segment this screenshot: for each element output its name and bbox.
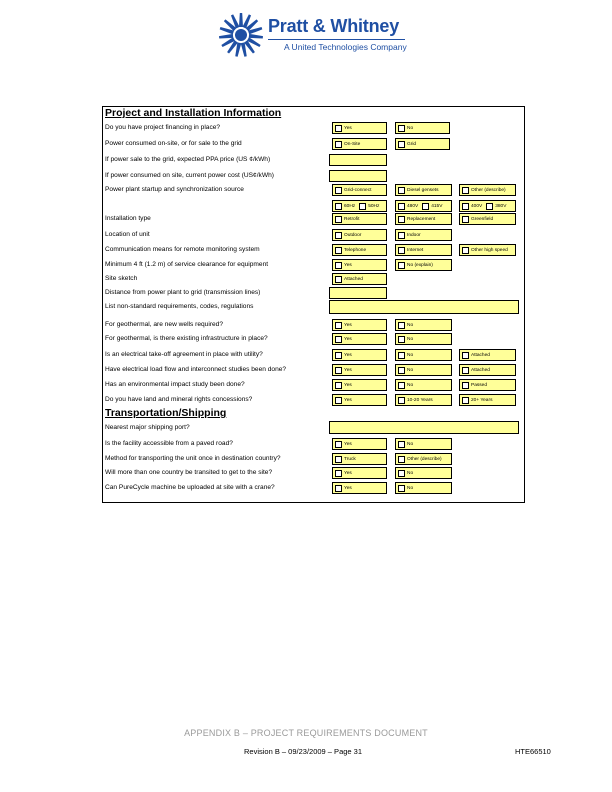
logo-divider (268, 39, 405, 40)
question-grid-distance: Distance from power plant to grid (transmission lines) (105, 289, 261, 296)
takeoff-attached-checkbox[interactable] (459, 349, 516, 361)
checkbox-box[interactable] (398, 441, 405, 448)
comm-other-checkbox[interactable] (459, 244, 516, 256)
question-shipping-port: Nearest major shipping port? (105, 424, 190, 431)
option-label: Replacement (407, 216, 436, 222)
checkbox-box[interactable] (335, 276, 342, 283)
option-label: Indoor (407, 232, 421, 238)
frequency-options[interactable] (332, 200, 387, 212)
option-label: Internet (407, 247, 424, 253)
option-label: Yes (344, 352, 352, 358)
option-label: On-Site (344, 141, 361, 147)
option-label: No (407, 367, 414, 373)
option-label: No (407, 441, 414, 447)
option-label: 415V (431, 203, 443, 209)
wells-no-checkbox[interactable] (395, 319, 452, 331)
road-no-checkbox[interactable] (395, 438, 452, 450)
option-label: 60Hz (344, 203, 356, 209)
company-subtitle: A United Technologies Company (284, 42, 407, 52)
question-infrastructure: For geothermal, is there existing infrastructure in place? (105, 335, 268, 342)
shipping-port-input[interactable] (329, 421, 519, 434)
power-onsite-checkbox[interactable] (332, 138, 387, 150)
environmental-yes-checkbox[interactable] (332, 379, 387, 391)
startup-other-checkbox[interactable] (459, 184, 516, 196)
option-label: No (explain) (407, 262, 433, 268)
checkbox-box[interactable] (335, 382, 342, 389)
checkbox-box[interactable] (398, 262, 405, 269)
company-name: Pratt & Whitney (268, 16, 400, 36)
checkbox-box[interactable] (398, 216, 405, 223)
option-label: Yes (344, 382, 352, 388)
checkbox-box[interactable] (398, 397, 405, 404)
checkbox-box[interactable] (398, 382, 405, 389)
option-label: Other high speed (471, 247, 508, 253)
option-label: Yes (344, 485, 352, 491)
crane-yes-checkbox[interactable] (332, 482, 387, 494)
checkbox-box[interactable] (462, 382, 469, 389)
option-label: Yes (344, 322, 352, 328)
crane-no-checkbox[interactable] (395, 482, 452, 494)
option-label: Yes (344, 336, 352, 342)
option-label: Greenfield (471, 216, 494, 222)
checkbox-box[interactable] (335, 441, 342, 448)
checkbox-box[interactable] (462, 203, 469, 210)
question-new-wells: For geothermal, are new wells required? (105, 321, 224, 328)
non-standard-requirements-input[interactable] (329, 300, 519, 314)
land-yes-checkbox[interactable] (332, 394, 387, 406)
checkbox-box[interactable] (335, 232, 342, 239)
question-land-rights: Do you have land and mineral rights concessions? (105, 396, 253, 403)
footer-revision: Revision B – 09/23/2009 – Page 31 (244, 747, 363, 756)
financing-no-checkbox[interactable] (395, 122, 450, 134)
checkbox-box[interactable] (335, 262, 342, 269)
checkbox-box[interactable] (398, 485, 405, 492)
option-label: Truck (344, 456, 356, 462)
option-label: Outdoor (344, 232, 362, 238)
checkbox-box[interactable] (398, 247, 405, 254)
option-label: Yes (344, 262, 352, 268)
company-logo (218, 12, 408, 58)
checkbox-box[interactable] (335, 203, 342, 210)
loadflow-attached-checkbox[interactable] (459, 364, 516, 376)
question-environmental: Has an environmental impact study been done? (105, 381, 245, 388)
checkbox-box[interactable] (398, 232, 405, 239)
option-label: No (407, 352, 414, 358)
checkbox-box[interactable] (335, 367, 342, 374)
option-label: Yes (344, 441, 352, 447)
option-label: No (407, 125, 414, 131)
question-power-cost: If power consumed on site, current power cost (US¢/kWh) (105, 172, 274, 179)
checkbox-box[interactable] (335, 247, 342, 254)
question-power-consumed: Power consumed on-site, or for sale to the grid (105, 140, 242, 147)
project-requirements-form (102, 106, 525, 503)
grid-distance-input[interactable] (329, 287, 387, 299)
checkbox-box[interactable] (398, 322, 405, 329)
checkbox-box[interactable] (335, 141, 342, 148)
question-startup-source: Power plant startup and synchronization source (105, 186, 244, 193)
checkbox-box[interactable] (462, 367, 469, 374)
option-label: 480V (407, 203, 419, 209)
option-label: Other (describe) (471, 187, 506, 193)
checkbox-box[interactable] (335, 397, 342, 404)
checkbox-box[interactable] (335, 352, 342, 359)
option-label: Grid (407, 141, 417, 147)
option-label: Attached (471, 367, 490, 373)
countries-yes-checkbox[interactable] (332, 467, 387, 479)
option-label: Passed (471, 382, 487, 388)
question-site-sketch: Site sketch (105, 275, 138, 282)
option-label: No (407, 485, 414, 491)
environmental-no-checkbox[interactable] (395, 379, 452, 391)
option-label: Retrofit (344, 216, 360, 222)
checkbox-box[interactable] (398, 352, 405, 359)
question-ppa-price: If power sale to the grid, expected PPA price (US ¢/kWh) (105, 156, 271, 163)
transport-other-checkbox[interactable] (395, 453, 452, 465)
checkbox-box[interactable] (335, 470, 342, 477)
startup-grid-connect-checkbox[interactable] (332, 184, 387, 196)
question-countries-transited: Will more than one country be transited to get to the site? (105, 469, 273, 476)
question-installation-type: Installation type (105, 215, 151, 222)
option-label: 20+ Years (471, 397, 493, 403)
section-heading-project: Project and Installation Information (105, 107, 282, 119)
checkbox-box[interactable] (398, 470, 405, 477)
checkbox-box[interactable] (462, 247, 469, 254)
takeoff-yes-checkbox[interactable] (332, 349, 387, 361)
checkbox-box[interactable] (462, 187, 469, 194)
checkbox-box[interactable] (398, 141, 405, 148)
checkbox-box[interactable] (398, 125, 405, 132)
voltage-480-415-options[interactable] (395, 200, 452, 212)
option-label: 380V (495, 203, 507, 209)
option-label: Yes (344, 367, 352, 373)
option-label: No (407, 322, 414, 328)
option-label: Attached (471, 352, 490, 358)
checkbox-box[interactable] (335, 216, 342, 223)
checkbox-box[interactable] (335, 322, 342, 329)
infrastructure-no-checkbox[interactable] (395, 333, 452, 345)
ppa-price-input[interactable] (329, 154, 387, 166)
footer-appendix-title: APPENDIX B – PROJECT REQUIREMENTS DOCUMENT (184, 728, 428, 738)
checkbox-box[interactable] (335, 125, 342, 132)
checkbox-box[interactable] (462, 352, 469, 359)
question-load-flow: Have electrical load flow and interconnect studies been done? (105, 366, 287, 373)
location-indoor-checkbox[interactable] (395, 229, 452, 241)
land-10-20-years-checkbox[interactable] (395, 394, 452, 406)
clearance-no-explain-checkbox[interactable] (395, 259, 452, 271)
wells-yes-checkbox[interactable] (332, 319, 387, 331)
clearance-yes-checkbox[interactable] (332, 259, 387, 271)
road-yes-checkbox[interactable] (332, 438, 387, 450)
option-label: 400V (471, 203, 483, 209)
install-replacement-checkbox[interactable] (395, 213, 452, 225)
checkbox-box[interactable] (335, 456, 342, 463)
checkbox-box[interactable] (422, 203, 429, 210)
takeoff-no-checkbox[interactable] (395, 349, 452, 361)
comm-internet-checkbox[interactable] (395, 244, 452, 256)
checkbox-box[interactable] (398, 367, 405, 374)
option-label: Diesel gensets (407, 187, 439, 193)
section-heading-transport: Transportation/Shipping (105, 407, 227, 419)
loadflow-yes-checkbox[interactable] (332, 364, 387, 376)
power-grid-checkbox[interactable] (395, 138, 450, 150)
question-crane: Can PureCycle machine be uploaded at site with a crane? (105, 484, 275, 491)
comm-telephone-checkbox[interactable] (332, 244, 387, 256)
install-greenfield-checkbox[interactable] (459, 213, 516, 225)
voltage-400-380-options[interactable] (459, 200, 516, 212)
question-paved-road: Is the facility accessible from a paved road? (105, 440, 233, 447)
option-label: Yes (344, 470, 352, 476)
question-financing: Do you have project financing in place? (105, 124, 221, 131)
loadflow-no-checkbox[interactable] (395, 364, 452, 376)
question-communication: Communication means for remote monitoring system (105, 246, 260, 253)
checkbox-box[interactable] (462, 216, 469, 223)
question-takeoff-agreement: Is an electrical take-off agreement in place with utility? (105, 351, 263, 358)
eagle-logo-icon (218, 12, 264, 58)
checkbox-box[interactable] (398, 187, 405, 194)
checkbox-box[interactable] (335, 187, 342, 194)
checkbox-box[interactable] (486, 203, 493, 210)
question-non-standard: List non-standard requirements, codes, regulations (105, 303, 254, 310)
transport-truck-checkbox[interactable] (332, 453, 387, 465)
question-clearance: Minimum 4 ft (1.2 m) of service clearance for equipment (105, 261, 269, 268)
option-label: Other (describe) (407, 456, 442, 462)
option-label: Yes (344, 125, 352, 131)
option-label: No (407, 382, 414, 388)
checkbox-box[interactable] (398, 336, 405, 343)
option-label: 50Hz (368, 203, 380, 209)
site-sketch-attached-checkbox[interactable] (332, 273, 387, 285)
checkbox-box[interactable] (398, 456, 405, 463)
question-location: Location of unit (105, 231, 150, 238)
checkbox-box[interactable] (359, 203, 366, 210)
option-label: Telephone (344, 247, 367, 253)
option-label: No (407, 336, 414, 342)
power-cost-input[interactable] (329, 170, 387, 182)
checkbox-box[interactable] (398, 203, 405, 210)
land-20plus-years-checkbox[interactable] (459, 394, 516, 406)
countries-no-checkbox[interactable] (395, 467, 452, 479)
option-label: No (407, 470, 414, 476)
install-retrofit-checkbox[interactable] (332, 213, 387, 225)
question-transport-method: Method for transporting the unit once in destination country? (105, 455, 281, 462)
checkbox-box[interactable] (335, 485, 342, 492)
environmental-passed-checkbox[interactable] (459, 379, 516, 391)
option-label: Grid-connect (344, 187, 372, 193)
financing-yes-checkbox[interactable] (332, 122, 387, 134)
footer-doc-number: HTE66510 (515, 747, 551, 756)
option-label: Yes (344, 397, 352, 403)
startup-diesel-checkbox[interactable] (395, 184, 452, 196)
checkbox-box[interactable] (335, 336, 342, 343)
location-outdoor-checkbox[interactable] (332, 229, 387, 241)
option-label: 10-20 Years (407, 397, 433, 403)
infrastructure-yes-checkbox[interactable] (332, 333, 387, 345)
option-label: Attached (344, 276, 363, 282)
checkbox-box[interactable] (462, 397, 469, 404)
